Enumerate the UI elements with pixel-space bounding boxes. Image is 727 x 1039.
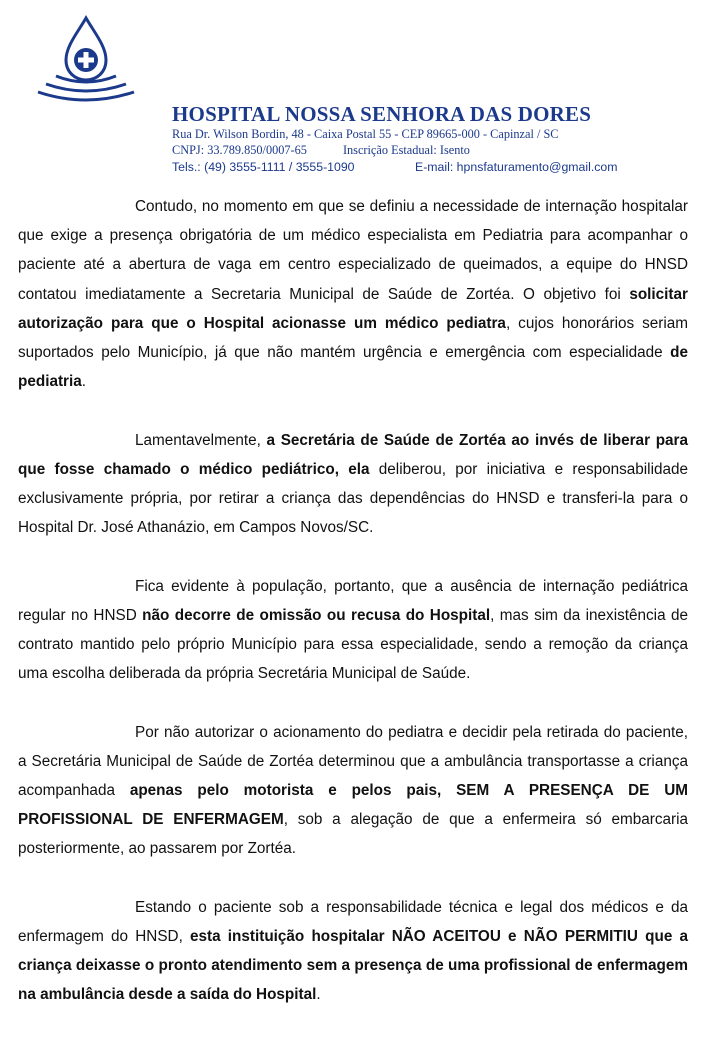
text-run: , cujos honorários seriam suportados pelo Município, já que não mantém urgência e emergência com especialidade [18,314,688,362]
bold-text-run: solicitar autorização para que o Hospital acionasse um médico pediatra [18,285,688,332]
text-run: . [81,373,87,391]
text-run: Lamentavelmente, [135,431,267,449]
state-registration: Inscrição Estadual: Isento [342,143,470,157]
bold-text-run: apenas pelo motorista e pelos pais, SEM A PRESENÇA DE UM PROFISSIONAL DE ENFERMAGEM [18,782,688,829]
bold-text-run: a Secretária de Saúde de Zortéa ao invés de liberar para que fosse chamado o médico pediátrico, ela [18,431,688,478]
paragraph [18,192,688,396]
text-run: Contudo, no momento em que se definiu a necessidade de internação hospitalar que exige a presença obrigatória de um médico especialista em Pediatria para acompanhar o paciente até a abertura de vaga em centro especializado de queimados, a equipe do HNSD contatou imediatamente a Secretaria Municipal de Saúde de Zortéa. O objetivo foi [18,198,688,303]
hospital-name: HOSPITAL NOSSA SENHORA DAS DORES [172,102,592,126]
telephones: Tels.: (49) 3555-1111 / 3555-1090 [172,160,355,174]
email: E-mail: hpnsfaturamento@gmail.com [415,160,618,174]
text-run: . [316,986,321,1004]
hospital-drop-cross-logo [34,14,138,110]
paragraph [18,718,688,864]
contact-line [172,160,618,174]
text-run: , sob a alegação de que a enfermeira só embarcaria posteriormente, ao passarem por Zortéa. [18,811,689,858]
paragraph [18,426,688,543]
text-run: Estando o paciente sob a responsabilidade técnica e legal dos médicos e da enfermagem do HNSD, [18,898,688,946]
paragraph [18,893,688,1010]
cnpj: CNPJ: 33.789.850/0007-65 [172,143,307,157]
hospital-address: Rua Dr. Wilson Bordin, 48 - Caixa Postal 55 - CEP 89665-000 - Capinzal / SC [172,127,559,141]
document-body [18,192,688,1039]
text-run: , mas sim da inexistência de contrato mantido pelo próprio Município para essa especialidade, sendo a remoção da criança uma escolha deliberada da própria Secretária Municipal de Saúde. [18,606,688,683]
text-run: Por não autorizar o acionamento do pediatra e decidir pela retirada do paciente, a Secretária Municipal de Saúde de Zortéa determinou que a ambulância transportasse a criança acompanhada [18,723,688,800]
paragraph [18,572,688,689]
bold-text-run: não decorre de omissão ou recusa do Hospital [142,606,491,624]
text-run: deliberou, por iniciativa e responsabilidade exclusivamente própria, por retirar a criança das dependências do HNSD e transferi-la para o Hospital Dr. José Athanázio, em Campos Novos/SC. [18,460,689,537]
text-run: Fica evidente à população, portanto, que a ausência de internação pediátrica regular no HNSD [18,577,688,624]
registration-line [172,143,470,158]
bold-text-run: esta instituição hospitalar NÃO ACEITOU e NÃO PERMITIU que a criança deixasse o pronto atendimento sem a presença de uma profissional de enfermagem na ambulância desde a saída do Hospital [18,928,689,1004]
bold-text-run: de pediatria [18,344,688,391]
